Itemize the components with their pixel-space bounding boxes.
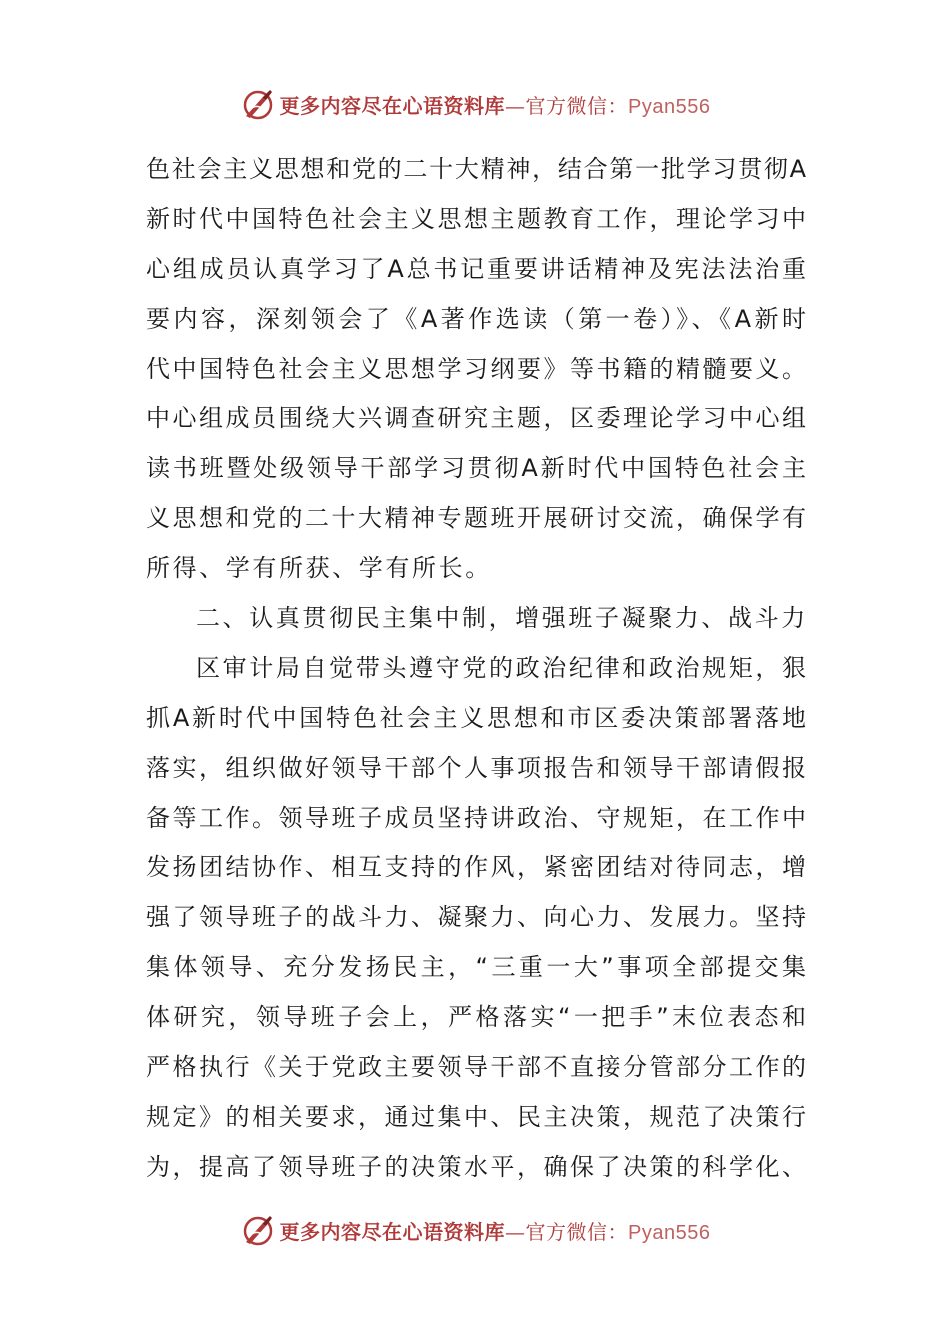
body-line: 中心组成员围绕大兴调查研究主题，区委理论学习中心组: [146, 404, 806, 433]
body-line: 读书班暨处级领导干部学习贯彻A新时代中国特色社会主: [146, 454, 806, 483]
body-line: 备等工作。领导班子成员坚持讲政治、守规矩，在工作中: [146, 803, 806, 832]
body-line: 严格执行《关于党政主要领导干部不直接分管部分工作的: [146, 1053, 806, 1082]
section-heading: 二、认真贯彻民主集中制，增强班子凝聚力、战斗力: [196, 604, 808, 633]
header-banner: [0, 84, 950, 124]
footer-wechat-id: Pyan556: [628, 1221, 711, 1244]
body-line: 义思想和党的二十大精神专题班开展研讨交流，确保学有: [146, 504, 806, 533]
body-line: 发扬团结协作、相互支持的作风，紧密团结对待同志，增: [146, 853, 806, 882]
pen-circle-logo-icon: [240, 86, 276, 122]
header-wechat-label: 官方微信：: [525, 93, 629, 118]
header-banner-text: [280, 90, 711, 119]
document-body: [146, 145, 806, 1193]
header-brand: 更多内容尽在心语资料库: [279, 93, 506, 118]
header-wechat-id: Pyan556: [628, 95, 711, 118]
body-line: 规定》的相关要求，通过集中、民主决策，规范了决策行: [146, 1102, 806, 1131]
footer-brand: 更多内容尽在心语资料库: [279, 1219, 506, 1244]
body-line: 强了领导班子的战斗力、凝聚力、向心力、发展力。坚持: [146, 903, 806, 932]
footer-banner-text: [280, 1216, 711, 1245]
body-line: 代中国特色社会主义思想学习纲要》等书籍的精髓要义。: [146, 354, 806, 383]
header-dash: —: [505, 93, 526, 118]
body-line: 要内容，深刻领会了《A著作选读（第一卷）》、《A新时: [146, 304, 806, 333]
body-line: 落实，组织做好领导干部个人事项报告和领导干部请假报: [146, 753, 806, 782]
body-line: 区审计局自觉带头遵守党的政治纪律和政治规矩，狠: [196, 653, 806, 682]
body-line: 所得、学有所获、学有所长。: [146, 554, 492, 583]
footer-banner: [0, 1210, 950, 1250]
body-line: 抓A新时代中国特色社会主义思想和市区委决策部署落地: [146, 703, 806, 732]
footer-dash: —: [505, 1219, 526, 1244]
body-line: 为，提高了领导班子的决策水平，确保了决策的科学化、: [146, 1152, 806, 1181]
body-line: 新时代中国特色社会主义思想主题教育工作，理论学习中: [146, 204, 806, 233]
body-line: 色社会主义思想和党的二十大精神，结合第一批学习贯彻A: [146, 155, 806, 183]
body-line: 心组成员认真学习了A总书记重要讲话精神及宪法法治重: [146, 254, 806, 283]
body-line: 集体领导、充分发扬民主，“三重一大”事项全部提交集: [146, 953, 806, 982]
footer-wechat-label: 官方微信：: [525, 1219, 629, 1244]
body-line: 体研究，领导班子会上，严格落实“一把手”末位表态和: [146, 1003, 806, 1032]
pen-circle-logo-icon: [240, 1212, 276, 1248]
